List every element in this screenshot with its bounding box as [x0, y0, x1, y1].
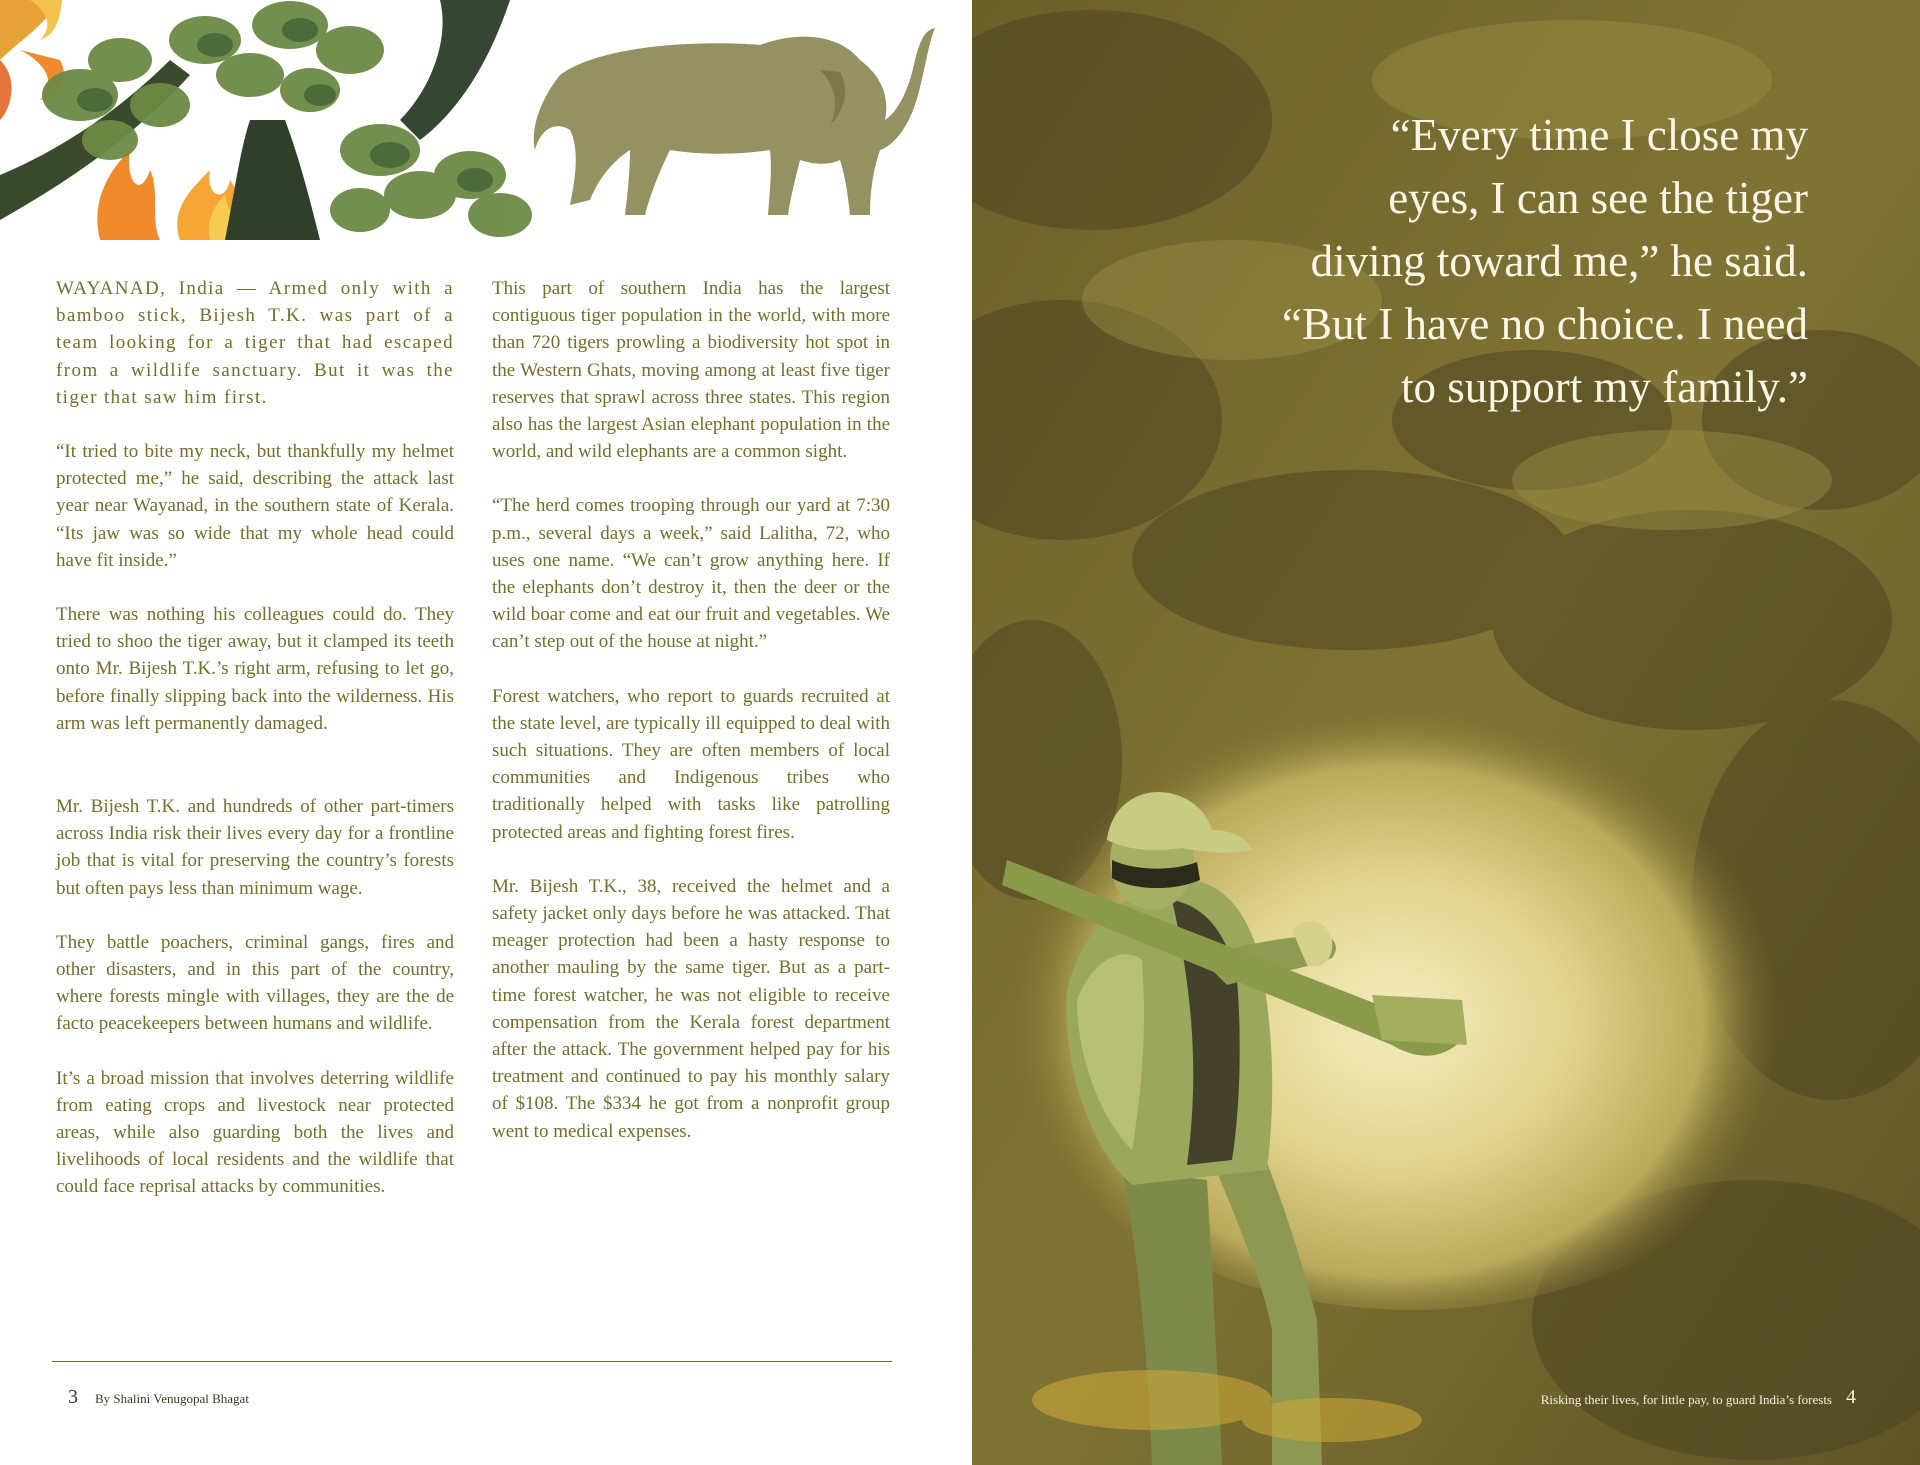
forest-elephant-illustration	[0, 0, 972, 240]
article-paragraph: Forest watchers, who report to guards recruited at the state level, are typically ill equipped to deal with such situations. They are often members of local communities and Indigenous tribes who traditionally helped with tasks like patrolling protected areas and fighting forest fires.	[492, 685, 890, 843]
page-number: 4	[1846, 1386, 1856, 1408]
article-column-right	[492, 275, 890, 1172]
footer-divider	[52, 1361, 892, 1362]
pull-quote-line: “Every time I close my	[1390, 110, 1808, 160]
pull-quote-line: diving toward me,” he said.	[1310, 236, 1808, 286]
article-paragraph: Mr. Bijesh T.K., 38, received the helmet and a safety jacket only days before he was attacked. That meager protection had been a hasty response to another mauling by the same tiger. But as a part-time forest watcher, he was not eligible to receive compensation from the Kerala forest department after the attack. The government helped pay for his treatment and continued to pay his monthly salary of $108. The $334 he got from a nonprofit group went to medical expenses.	[492, 875, 890, 1142]
right-page	[972, 0, 1920, 1465]
article-column-left	[56, 275, 454, 1228]
running-head: Risking their lives, for little pay, to guard India’s forests	[1540, 1392, 1832, 1407]
article-paragraph: “It tried to bite my neck, but thankfully my helmet protected me,” he said, describing the attack last year near Wayanad, in the southern state of Kerala. “Its jaw was so wide that my whole head could have fit inside.”	[56, 441, 454, 571]
article-paragraph: “The herd comes trooping through our yard at 7:30 p.m., several days a week,” said Lalitha, 72, who uses one name. “We can’t grow anything here. If the elephants don’t destroy it, then the deer or the wild boar come and eat our fruit and vegetables. We can’t step out of the house at night.”	[492, 495, 890, 653]
pull-quote-line: “But I have no choice. I need	[1281, 299, 1808, 349]
article-paragraph: WAYANAD, India — Armed only with a bamboo stick, Bijesh T.K. was part of a team looking for a tiger that had escaped from a wildlife sanctuary. But it was the tiger that saw him first.	[56, 278, 454, 408]
article-paragraph: This part of southern India has the largest contiguous tiger population in the world, with more than 720 tigers prowling a biodiversity hot spot in the Western Ghats, moving among at least five tiger reserves that sprawl across three states. This region also has the largest Asian elephant population in the world, and wild elephants are a common sight.	[492, 278, 890, 463]
pull-quote-line: eyes, I can see the tiger	[1388, 173, 1808, 223]
pull-quote-line: to support my family.”	[1400, 362, 1808, 412]
article-paragraph: There was nothing his colleagues could do. They tried to shoo the tiger away, but it clamped its teeth onto Mr. Bijesh T.K.’s right arm, refusing to let go, before finally slipping back into the wilderness. His arm was left permanently damaged.	[56, 604, 454, 734]
pull-quote	[1048, 104, 1808, 419]
article-paragraph: It’s a broad mission that involves deterring wildlife from eating crops and livestock near protected areas, while also guarding both the lives and livelihoods of local residents and the wildlife that could face reprisal attacks by communities.	[56, 1067, 454, 1198]
byline: By Shalini Venugopal Bhagat	[95, 1391, 249, 1406]
article-paragraph: They battle poachers, criminal gangs, fires and other disasters, and in this part of the country, where forests mingle with villages, they are the de facto peacekeepers between humans and wildlife.	[56, 931, 454, 1035]
article-paragraph: Mr. Bijesh T.K. and hundreds of other part-timers across India risk their lives every day for a frontline job that is vital for preserving the country’s forests but often pays less than minimum wage.	[56, 796, 454, 899]
page-number: 3	[68, 1386, 78, 1408]
